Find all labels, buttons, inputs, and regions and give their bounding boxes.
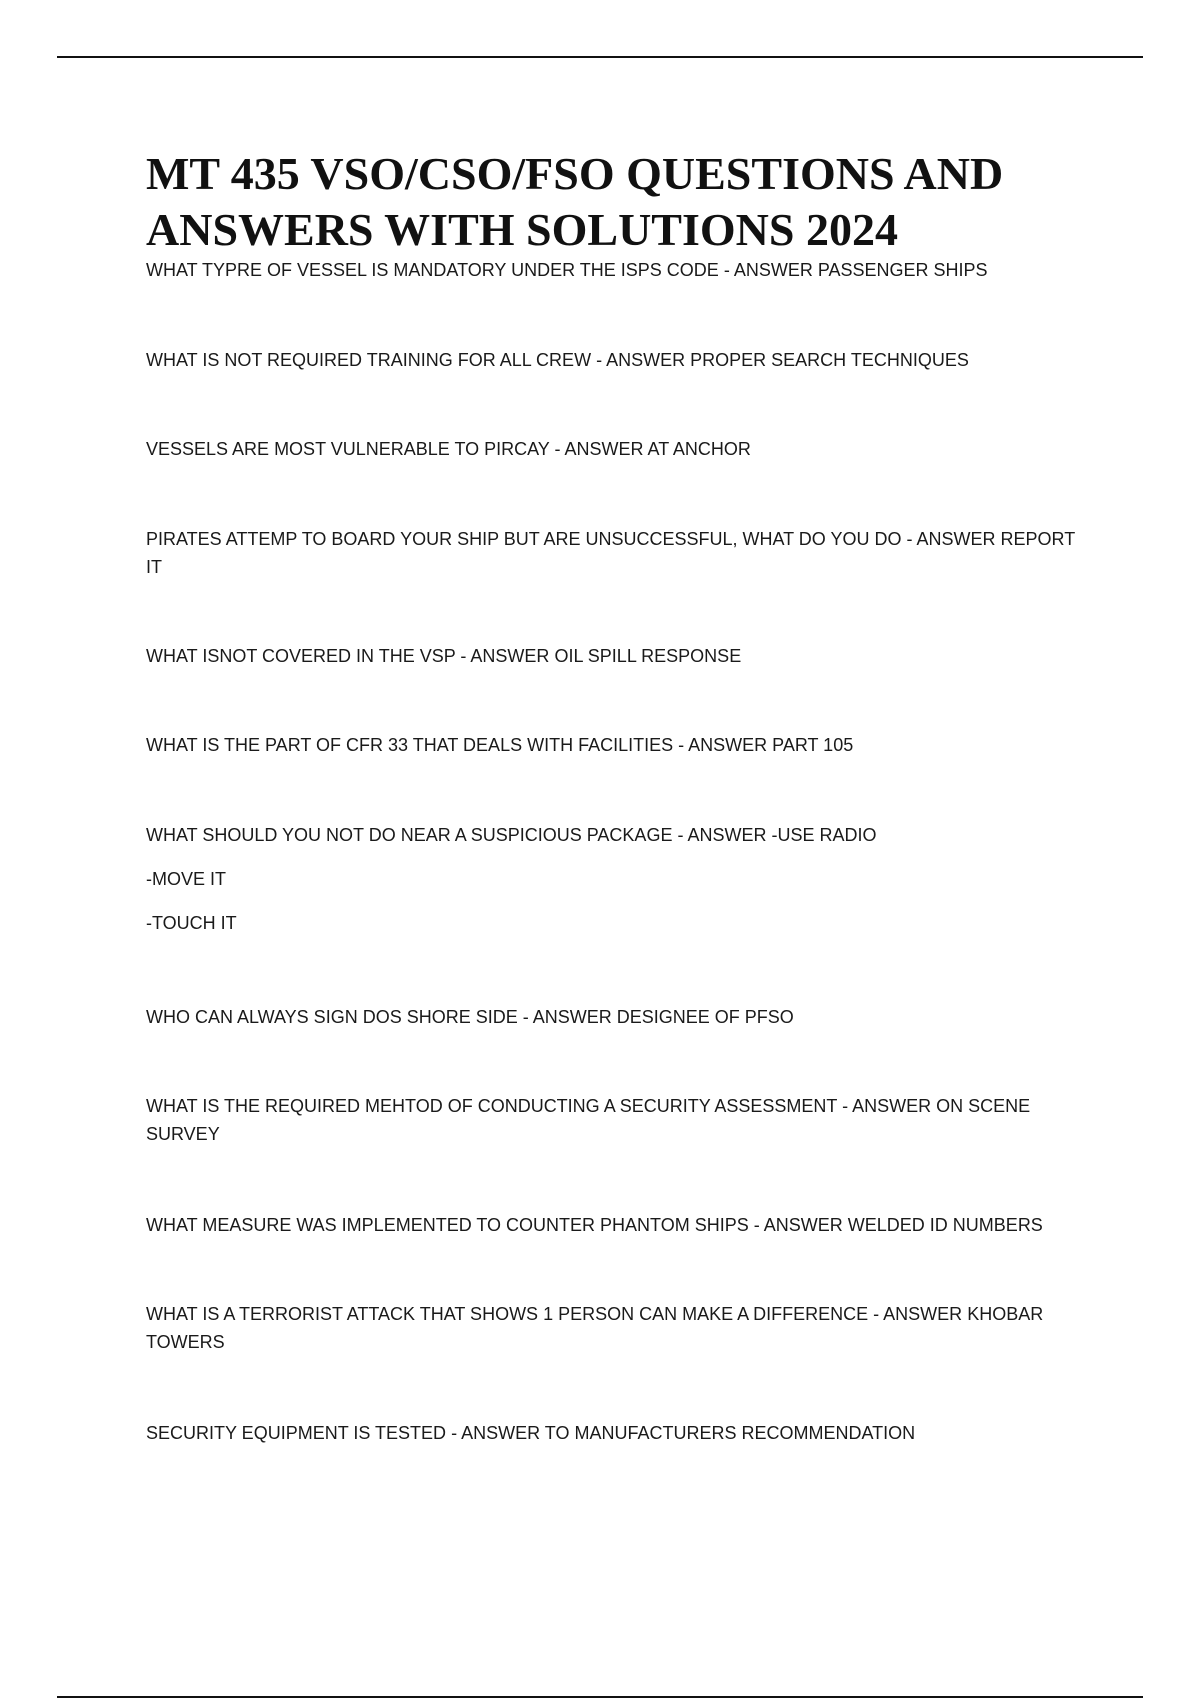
question-text: WHAT SHOULD YOU NOT DO NEAR A SUSPICIOUS PACKAGE bbox=[146, 825, 673, 845]
qa-item bbox=[146, 256, 1086, 284]
question-text: VESSELS ARE MOST VULNERABLE TO PIRCAY bbox=[146, 439, 550, 459]
qa-item bbox=[146, 1092, 1086, 1148]
qa-item bbox=[146, 731, 1086, 759]
answer-separator: - ANSWER bbox=[451, 1423, 541, 1443]
answer-text: WELDED ID NUMBERS bbox=[847, 1215, 1043, 1235]
answer-separator: - ANSWER bbox=[596, 350, 686, 370]
answer-separator: - ANSWER bbox=[460, 646, 550, 666]
qa-item bbox=[146, 525, 1086, 581]
answer-text: DESIGNEE OF PFSO bbox=[616, 1007, 794, 1027]
answer-text: PART 105 bbox=[772, 735, 854, 755]
question-text: WHAT MEASURE WAS IMPLEMENTED TO COUNTER PHANTOM SHIPS bbox=[146, 1215, 749, 1235]
qa-item bbox=[146, 435, 1086, 463]
qa-item bbox=[146, 1211, 1086, 1239]
answer-separator: - ANSWER bbox=[554, 439, 644, 459]
answer-text: REPORT IT bbox=[146, 529, 1075, 577]
answer-line: -TOUCH IT bbox=[146, 913, 237, 933]
answer-separator: - ANSWER bbox=[522, 1007, 612, 1027]
qa-item bbox=[146, 821, 1086, 937]
answer-separator: - ANSWER bbox=[753, 1215, 843, 1235]
question-text: WHAT TYPRE OF VESSEL IS MANDATORY UNDER THE ISPS CODE bbox=[146, 260, 719, 280]
answer-text: -USE RADIO bbox=[771, 825, 877, 845]
qa-item bbox=[146, 1003, 1086, 1031]
qa-item bbox=[146, 1419, 1086, 1447]
question-text: WHAT IS NOT REQUIRED TRAINING FOR ALL CREW bbox=[146, 350, 592, 370]
answer-separator: - ANSWER bbox=[677, 825, 767, 845]
answer-text: KHOBAR TOWERS bbox=[146, 1304, 1044, 1352]
answer-text: OIL SPILL RESPONSE bbox=[554, 646, 742, 666]
answer-text: PROPER SEARCH TECHNIQUES bbox=[690, 350, 969, 370]
answer-separator: - ANSWER bbox=[873, 1304, 963, 1324]
answer-separator: - ANSWER bbox=[906, 529, 996, 549]
page-title: MT 435 VSO/CSO/FSO QUESTIONS AND ANSWERS WITH SOLUTIONS 2024 bbox=[146, 148, 1004, 255]
answer-text: AT ANCHOR bbox=[647, 439, 751, 459]
qa-item bbox=[146, 1300, 1086, 1356]
question-text: WHAT ISNOT COVERED IN THE VSP bbox=[146, 646, 456, 666]
bottom-rule bbox=[57, 1696, 1143, 1698]
answer-text: TO MANUFACTURERS RECOMMENDATION bbox=[544, 1423, 916, 1443]
answer-text: ON SCENE SURVEY bbox=[146, 1096, 1031, 1144]
answer-line: -MOVE IT bbox=[146, 869, 226, 889]
top-rule bbox=[57, 56, 1143, 58]
qa-item bbox=[146, 346, 1086, 374]
answer-separator: - ANSWER bbox=[723, 260, 813, 280]
answer-text: PASSENGER SHIPS bbox=[817, 260, 988, 280]
question-text: WHAT IS THE REQUIRED MEHTOD OF CONDUCTING A SECURITY ASSESSMENT bbox=[146, 1096, 838, 1116]
answer-separator: - ANSWER bbox=[678, 735, 768, 755]
answer-separator: - ANSWER bbox=[842, 1096, 932, 1116]
question-text: WHAT IS THE PART OF CFR 33 THAT DEALS WITH FACILITIES bbox=[146, 735, 674, 755]
question-text: WHAT IS A TERRORIST ATTACK THAT SHOWS 1 PERSON CAN MAKE A DIFFERENCE bbox=[146, 1304, 869, 1324]
qa-item bbox=[146, 642, 1086, 670]
question-text: PIRATES ATTEMP TO BOARD YOUR SHIP BUT ARE UNSUCCESSFUL, WHAT DO YOU DO bbox=[146, 529, 902, 549]
question-text: SECURITY EQUIPMENT IS TESTED bbox=[146, 1423, 447, 1443]
question-text: WHO CAN ALWAYS SIGN DOS SHORE SIDE bbox=[146, 1007, 518, 1027]
